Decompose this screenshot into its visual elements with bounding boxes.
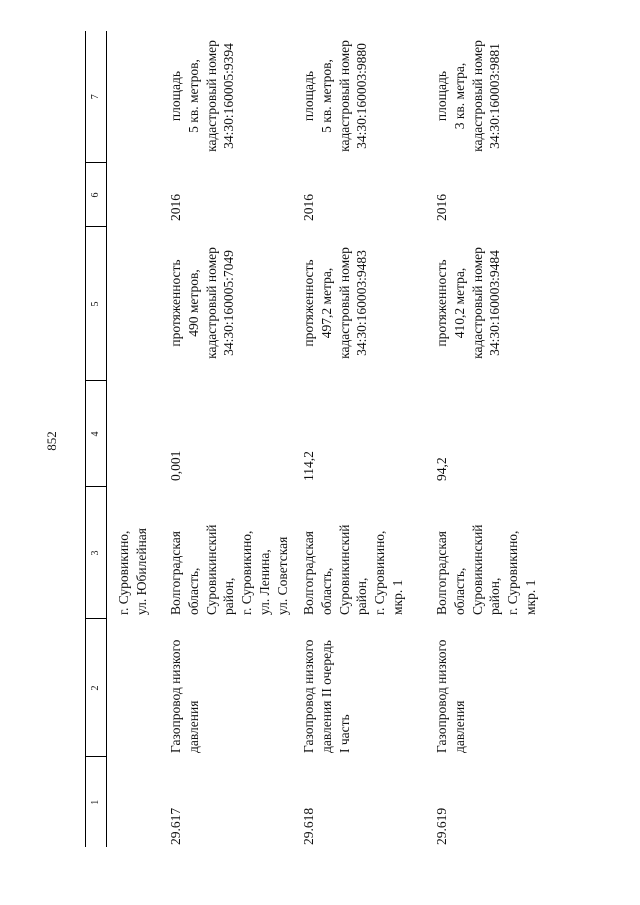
cell-line: кадастровый номер	[336, 40, 352, 152]
cell-line: 34:30:160003:9484	[487, 250, 503, 356]
description-cell	[425, 227, 558, 381]
cell-line: площадь	[301, 70, 316, 122]
cell-line: 34:30:160003:9483	[354, 250, 370, 356]
address-cell	[292, 487, 425, 619]
cell-line: кадастровый номер	[336, 247, 352, 359]
cell-line: протяженность	[168, 259, 183, 347]
cell-line: 5 кв. метров,	[318, 59, 334, 133]
cell-line: ул. Советская	[274, 536, 290, 615]
cell-line: Суровикинский	[336, 524, 352, 615]
cell-line: протяженность	[434, 259, 449, 347]
cell-line: кадастровый номер	[203, 40, 219, 152]
cell-line: 497,2 метра,	[318, 267, 334, 339]
cell-line: Газопровод низкого	[434, 639, 449, 753]
cell-line: Волгоградская	[301, 531, 316, 615]
cell-line: район,	[354, 577, 370, 615]
column-header: 7	[86, 31, 107, 163]
continuation-row	[107, 31, 160, 847]
column-header: 3	[86, 487, 107, 619]
column-header: 4	[86, 381, 107, 487]
cell-line: Волгоградская	[168, 531, 183, 615]
table-cell	[107, 381, 160, 487]
cell-line: Газопровод низкого	[301, 639, 316, 753]
cell-line: кадастровый номер	[469, 40, 485, 152]
cell-line: 34:30:160005:7049	[221, 250, 237, 356]
name-cell	[159, 619, 292, 757]
cell-line: кадастровый номер	[203, 247, 219, 359]
cell-line: 34:30:160003:9881	[487, 43, 503, 149]
cell-line: г. Суровикино,	[116, 530, 131, 615]
note-cell	[292, 31, 425, 163]
cell-line: район,	[221, 577, 237, 615]
table-cell	[107, 31, 160, 163]
cell-line: 3 кв. метра,	[451, 62, 467, 130]
table-row	[292, 31, 425, 847]
table-cell	[107, 619, 160, 757]
number-cell: 29.619	[434, 807, 449, 845]
cell-line: 490 метров,	[185, 269, 201, 337]
cell-line: Газопровод низкого	[168, 639, 183, 753]
table-cell	[107, 757, 160, 847]
table-row	[159, 31, 292, 847]
cell-line: область,	[318, 567, 334, 615]
column-header: 2	[86, 619, 107, 757]
cell-line: 5 кв. метров,	[185, 59, 201, 133]
cell-line: область,	[451, 567, 467, 615]
cell-line: 34:30:160003:9880	[354, 43, 370, 149]
cell-line: Суровикинский	[203, 524, 219, 615]
cell-line: Волгоградская	[434, 531, 449, 615]
rotated-table-wrapper	[85, 31, 539, 847]
cell-line: площадь	[434, 70, 449, 122]
cell-line: область,	[185, 567, 201, 615]
address-cell	[107, 487, 160, 619]
cell-line: ул. Юбилейная	[133, 528, 149, 615]
table-row	[425, 31, 558, 847]
table-cell	[107, 163, 160, 227]
year-cell: 2016	[168, 194, 183, 221]
cell-line: давления	[451, 700, 467, 753]
address-cell	[425, 487, 558, 619]
cell-line: мкр. 1	[390, 579, 406, 615]
address-cell	[159, 487, 292, 619]
cell-line: давления	[185, 700, 201, 753]
table-header-row	[86, 31, 107, 847]
cell-line: протяженность	[301, 259, 316, 347]
page-number: 852	[44, 431, 59, 451]
column-header: 5	[86, 227, 107, 381]
cell-line: 410,2 метра,	[451, 267, 467, 339]
cell-line: кадастровый номер	[469, 247, 485, 359]
cell-line: г. Суровикино,	[239, 530, 255, 615]
year-cell: 2016	[301, 194, 316, 221]
description-cell	[292, 227, 425, 381]
cell-line: район,	[487, 577, 503, 615]
cell-line: I часть	[336, 714, 352, 753]
name-cell	[425, 619, 558, 757]
cell-line: 34:30:160005:9394	[221, 43, 237, 149]
table-cell	[107, 227, 160, 381]
cell-line: г. Суровикино,	[372, 530, 388, 615]
name-cell	[292, 619, 425, 757]
year-cell: 2016	[434, 194, 449, 221]
cell-line: Суровикинский	[469, 524, 485, 615]
property-table	[85, 31, 558, 847]
cell-line: мкр. 1	[523, 579, 539, 615]
column-header: 6	[86, 163, 107, 227]
cell-line: давления II очередь	[318, 640, 334, 753]
number-cell: 29.617	[168, 807, 183, 845]
cell-line: ул. Ленина,	[257, 549, 273, 615]
value-cell: 0,001	[168, 450, 183, 481]
column-header: 1	[86, 757, 107, 847]
value-cell: 94,2	[434, 457, 449, 481]
cell-line: г. Суровикино,	[505, 530, 521, 615]
description-cell	[159, 227, 292, 381]
cell-line: площадь	[168, 70, 183, 122]
number-cell: 29.618	[301, 807, 316, 845]
note-cell	[159, 31, 292, 163]
value-cell: 114,2	[301, 451, 316, 481]
note-cell	[425, 31, 558, 163]
